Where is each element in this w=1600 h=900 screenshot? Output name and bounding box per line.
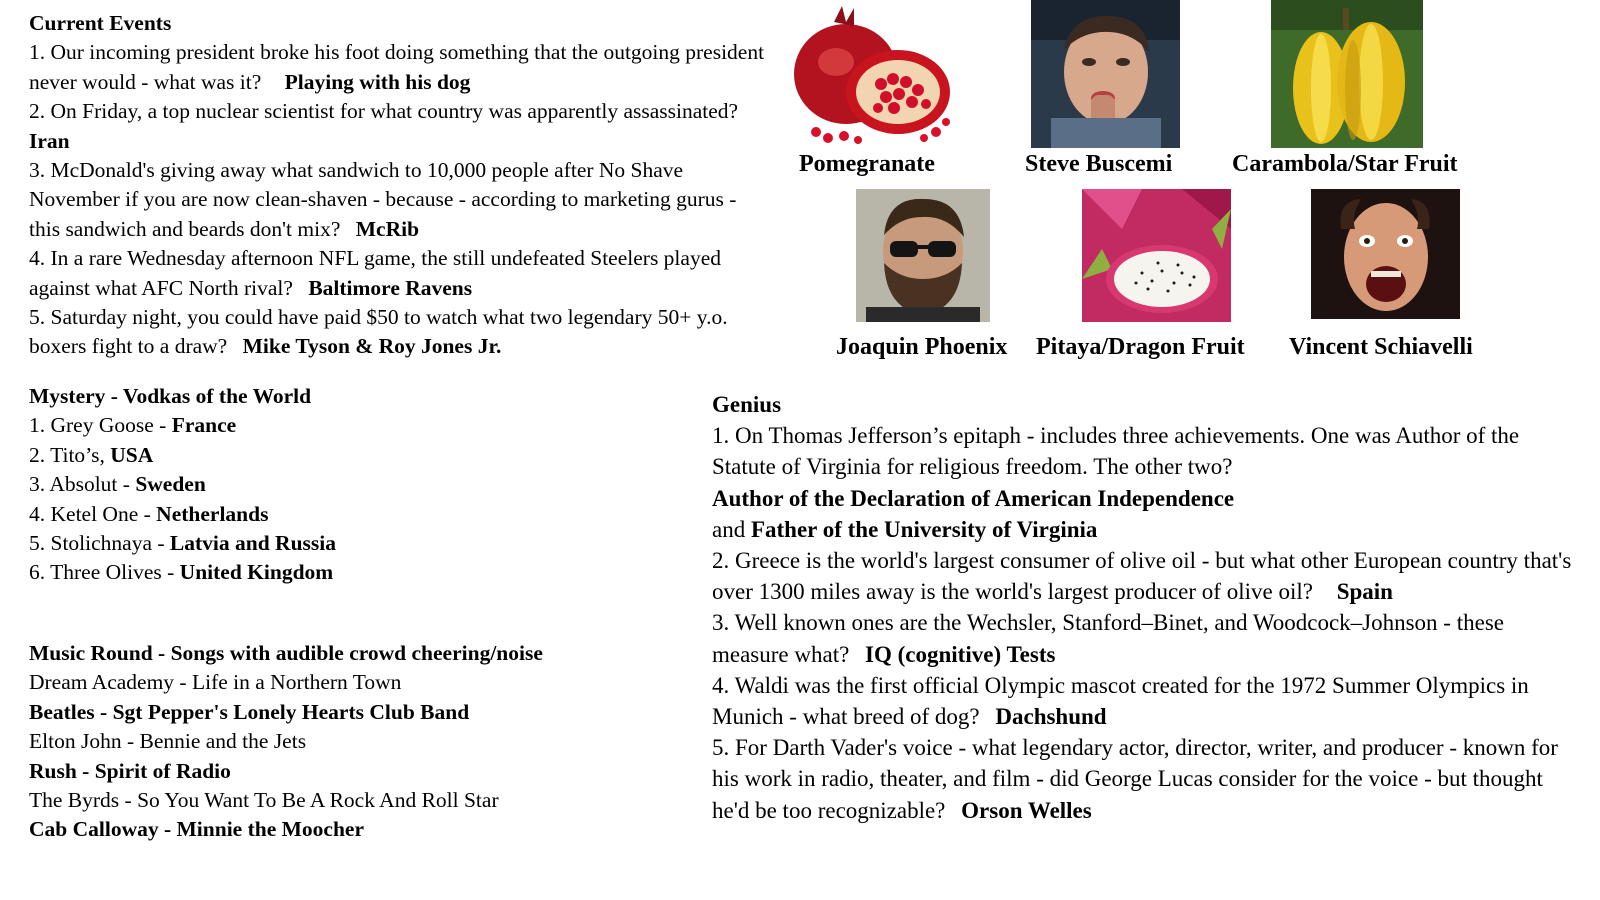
- current-q2: [29, 97, 769, 156]
- music-section: [29, 639, 669, 845]
- star-fruit-photo: [1271, 0, 1423, 148]
- current-events-heading: Current Events: [29, 11, 172, 35]
- vodka-name: 1. Grey Goose -: [29, 413, 172, 438]
- current-q4: [29, 244, 769, 303]
- genius-heading: Genius: [712, 392, 782, 417]
- genius-q5: [712, 732, 1582, 826]
- vodka-answer: United Kingdom: [179, 560, 334, 585]
- answer-text: Playing with his dog: [284, 69, 471, 94]
- song-item: Beatles - Sgt Pepper's Lonely Hearts Club Band: [29, 699, 470, 724]
- question-text: 5. For Darth Vader's voice - what legendary actor, director, writer, and producer - known for his work in radio, theater, and film - did George Lucas consider for the voice - but thought he'd be too recognizable?: [712, 735, 1558, 823]
- answer-text: Father of the University of Virginia: [750, 516, 1098, 542]
- song-item: The Byrds - So You Want To Be A Rock And Roll Star: [29, 788, 499, 813]
- question-text: 4. In a rare Wednesday afternoon NFL game, the still undefeated Steelers played against what AFC North rival?: [29, 246, 721, 300]
- question-text: 3. Well known ones are the Wechsler, Stanford–Binet, and Woodcock–Johnson - these measure what?: [712, 610, 1504, 667]
- vodka-item: [29, 558, 669, 587]
- joaquin-phoenix-photo: [856, 189, 990, 322]
- mystery-heading: Mystery - Vodkas of the World: [29, 384, 312, 408]
- pomegranate-photo: [786, 4, 956, 148]
- vodka-item: [29, 411, 669, 440]
- song-item: Elton John - Bennie and the Jets: [29, 729, 307, 754]
- answer-text: Orson Welles: [961, 797, 1092, 823]
- genius-section: [712, 389, 1582, 826]
- caption-vincent-schiavelli: Vincent Schiavelli: [1289, 334, 1473, 360]
- genius-q1-answer-b: [712, 514, 1582, 545]
- answer-text: Dachshund: [995, 704, 1107, 730]
- caption-steve-buscemi: Steve Buscemi: [1025, 151, 1173, 177]
- caption-star-fruit: Carambola/Star Fruit: [1232, 151, 1458, 177]
- question-text: 5. Saturday night, you could have paid $50 to watch what two legendary 50+ y.o. boxers fight to a draw?: [29, 305, 728, 359]
- vodka-item: [29, 470, 669, 499]
- vodka-name: 5. Stolichnaya -: [29, 531, 170, 556]
- question-text: 1. Our incoming president broke his foot doing something that the outgoing president never would - what was it?: [29, 40, 765, 94]
- current-events-section: [29, 9, 769, 362]
- current-q5: [29, 303, 769, 362]
- vodka-name: 3. Absolut -: [29, 472, 136, 497]
- vodka-answer: Sweden: [135, 472, 206, 497]
- steve-buscemi-photo: [1031, 0, 1180, 148]
- vodka-answer: Latvia and Russia: [169, 531, 337, 556]
- question-text: 2. On Friday, a top nuclear scientist for what country was apparently assassinated?: [29, 99, 739, 124]
- question-text: 3. McDonald's giving away what sandwich to 10,000 people after No Shave November if you are now clean-shaven - because - according to marketing gurus - this sandwich and beards don't mix?: [29, 158, 737, 241]
- current-q1: [29, 38, 769, 97]
- vodka-answer: France: [171, 413, 237, 438]
- answer-text: McRib: [355, 216, 420, 241]
- and-text: and: [712, 516, 751, 542]
- caption-dragon-fruit: Pitaya/Dragon Fruit: [1036, 334, 1245, 360]
- vincent-schiavelli-photo: [1311, 189, 1460, 319]
- answer-text: Spain: [1336, 579, 1393, 605]
- answer-text: IQ (cognitive) Tests: [865, 641, 1056, 667]
- answer-text: Iran: [29, 128, 70, 153]
- current-q3: [29, 156, 769, 244]
- genius-q1: [712, 420, 1582, 482]
- vodka-answer: Netherlands: [156, 501, 269, 526]
- vodka-name: 6. Three Olives -: [29, 560, 180, 585]
- vodka-item: [29, 441, 669, 470]
- mystery-section: [29, 382, 669, 588]
- question-text: 4. Waldi was the first official Olympic mascot created for the 1972 Summer Olympics in Munich - what breed of dog?: [712, 672, 1529, 730]
- answer-text: Author of the Declaration of American Independence: [712, 485, 1235, 511]
- caption-joaquin-phoenix: Joaquin Phoenix: [836, 334, 1008, 360]
- question-text: 2. Greece is the world's largest consumer of olive oil - but what other European country that's over 1300 miles away is the world's largest producer of olive oil?: [712, 548, 1572, 605]
- vodka-item: [29, 500, 669, 529]
- question-text: 1. On Thomas Jefferson’s epitaph - includes three achievements. One was Author of the Statute of Virginia for religious freedom. The other two?: [712, 423, 1520, 480]
- vodka-name: 4. Ketel One -: [29, 501, 157, 526]
- genius-q2: [712, 545, 1582, 607]
- vodka-answer: USA: [110, 442, 154, 467]
- answer-text: Baltimore Ravens: [308, 275, 473, 300]
- caption-pomegranate: Pomegranate: [799, 151, 935, 177]
- genius-q4: [712, 670, 1582, 732]
- genius-q3: [712, 607, 1582, 669]
- vodka-name: 2. Tito’s,: [29, 442, 111, 467]
- music-heading: Music Round - Songs with audible crowd cheering/noise: [29, 641, 543, 665]
- song-item: Rush - Spirit of Radio: [29, 758, 231, 783]
- song-item: Dream Academy - Life in a Northern Town: [29, 670, 402, 695]
- answer-text: Mike Tyson & Roy Jones Jr.: [242, 334, 502, 359]
- dragon-fruit-photo: [1082, 189, 1231, 322]
- song-item: Cab Calloway - Minnie the Moocher: [29, 817, 365, 842]
- vodka-item: [29, 529, 669, 558]
